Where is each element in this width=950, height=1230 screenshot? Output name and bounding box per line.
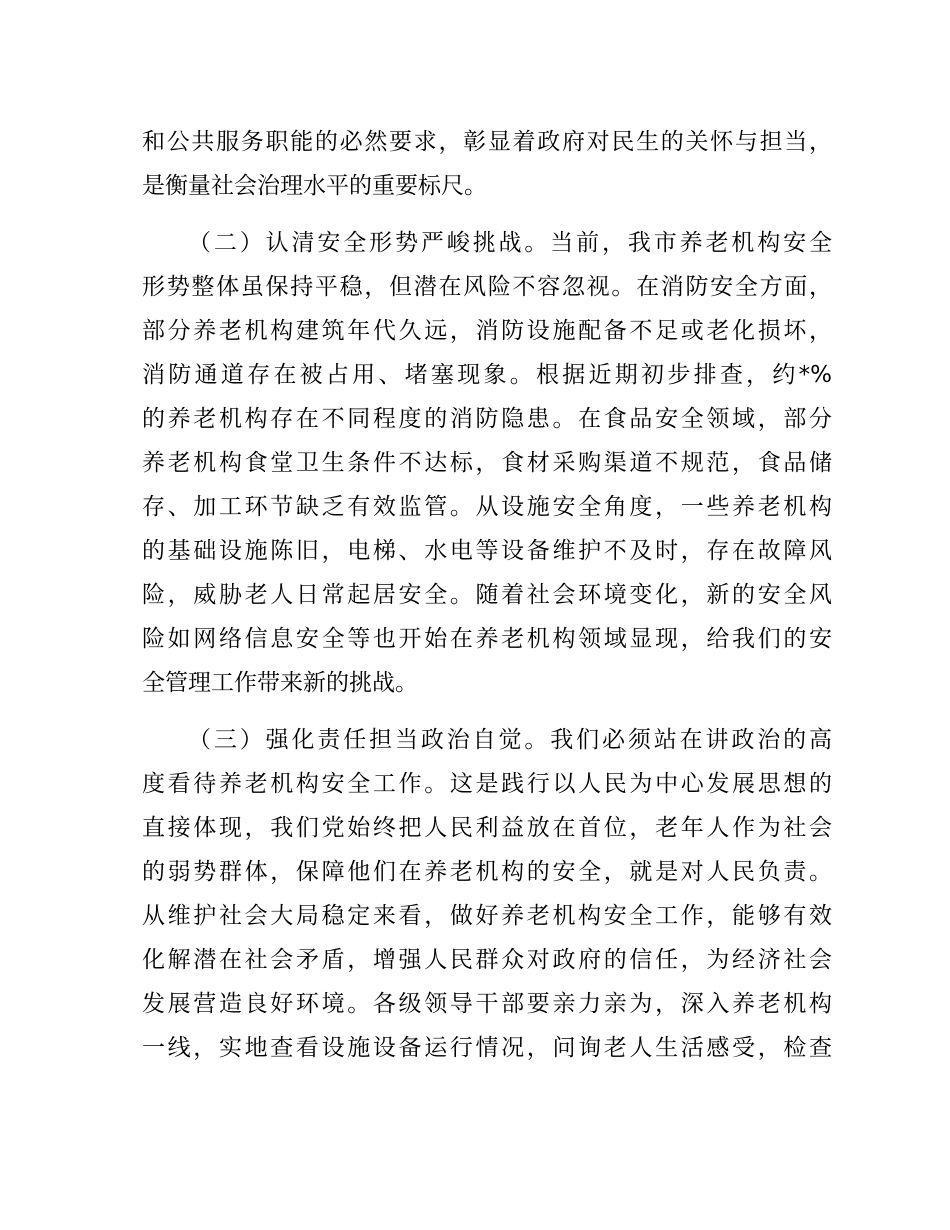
paragraph-3-line-1: （三）强化责任担当政治自觉。我们必须站在讲政治的高	[188, 727, 832, 753]
paragraph-2-line-8: 的基础设施陈旧，电梯、水电等设备维护不及时，存在故障风	[142, 538, 832, 564]
paragraph-3-line-7: 发展营造良好环境。各级领导干部要亲力亲为，深入养老机构	[142, 991, 832, 1017]
paragraph-3-line-3: 直接体现，我们党始终把人民利益放在首位，老年人作为社会	[142, 815, 832, 841]
paragraph-2-line-3: 部分养老机构建筑年代久远，消防设施配备不足或老化损坏，	[142, 318, 832, 344]
paragraph-2-line-4: 消防通道存在被占用、堵塞现象。根据近期初步排查，约*%	[142, 362, 832, 388]
paragraph-spacer	[142, 208, 832, 221]
paragraph-spacer	[142, 705, 832, 718]
paragraph-3-line-4: 的弱势群体，保障他们在养老机构的安全，就是对人民负责。	[142, 859, 832, 885]
paragraph-2-line-5: 的养老机构存在不同程度的消防隐患。在食品安全领域，部分	[142, 406, 832, 432]
paragraph-3-line-5: 从维护社会大局稳定来看，做好养老机构安全工作，能够有效	[142, 903, 832, 929]
paragraph-3-line-8: 一线，实地查看设施设备运行情况，问询老人生活感受，检查	[142, 1035, 832, 1061]
paragraph-1-line-1: 和公共服务职能的必然要求，彰显着政府对民生的关怀与担当，	[142, 129, 832, 155]
document-body	[142, 120, 832, 1070]
paragraph-1-line-2: 是衡量社会治理水平的重要标尺。	[142, 173, 487, 199]
paragraph-2-line-6: 养老机构食堂卫生条件不达标，食材采购渠道不规范，食品储	[142, 450, 832, 476]
paragraph-2-line-2: 形势整体虽保持平稳，但潜在风险不容忽视。在消防安全方面，	[142, 274, 832, 300]
paragraph-3-line-6: 化解潜在社会矛盾，增强人民群众对政府的信任，为经济社会	[142, 947, 832, 973]
paragraph-2-line-7: 存、加工环节缺乏有效监管。从设施安全角度，一些养老机构	[142, 494, 832, 520]
paragraph-2-line-1: （二）认清安全形势严峻挑战。当前，我市养老机构安全	[188, 230, 832, 256]
paragraph-2-line-11: 全管理工作带来新的挑战。	[142, 670, 418, 696]
paragraph-2-line-10: 险如网络信息安全等也开始在养老机构领域显现，给我们的安	[142, 626, 832, 652]
paragraph-2-line-9: 险，威胁老人日常起居安全。随着社会环境变化，新的安全风	[142, 582, 832, 608]
paragraph-3-line-2: 度看待养老机构安全工作。这是践行以人民为中心发展思想的	[142, 771, 832, 797]
